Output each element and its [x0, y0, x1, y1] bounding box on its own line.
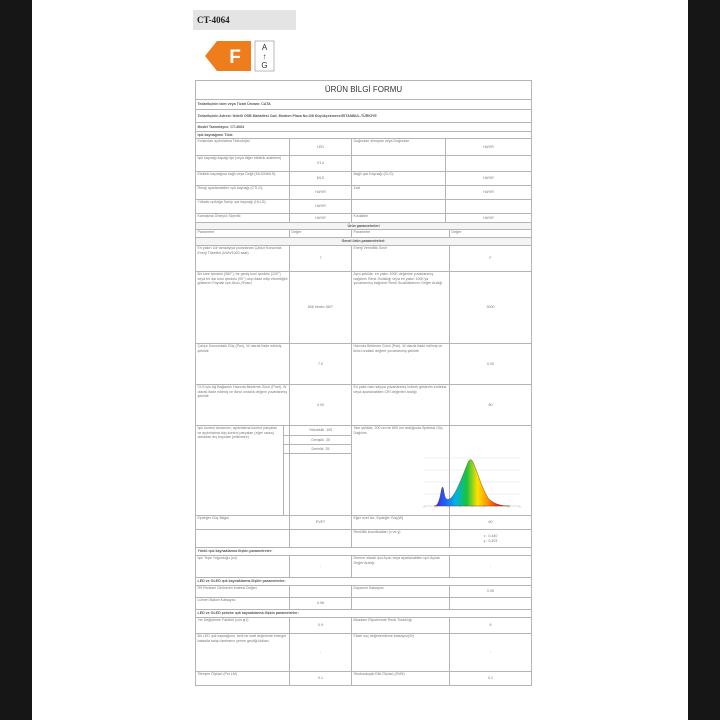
energy-class-label — [205, 40, 275, 77]
row-label: CLS için Ağ Bağlantılı Hazırda Bekleme Gücü (Pnet), W olarak ifade edilmiş ve ikinci ondalık değere yuvarlanmış şekilde — [196, 385, 290, 426]
row-label: Çalışır Konumdaki Güç (Pon), W olarak ifade edilmiş şekilde — [196, 344, 290, 385]
dimension-value: 35 — [325, 446, 330, 451]
row-value: 806 lümen 360° — [290, 272, 352, 344]
row-label — [196, 530, 290, 548]
row-value: 60 — [450, 516, 532, 530]
table-row — [196, 156, 532, 172]
form-title: ÜRÜN BİLGİ FORMU — [196, 81, 532, 100]
row-label: Eğer evet ise, Eşdeğer Güç(W) — [352, 516, 450, 530]
row-value: - — [450, 634, 532, 672]
row-label: Dayanım Katsayısı — [352, 586, 450, 598]
section-mains-led: LED ve OLED şebeke ışık kaynaklarına ilişkin parametreler: — [196, 610, 532, 618]
table-row — [196, 672, 532, 686]
header-parameter: Parametre — [352, 230, 450, 238]
row-label: Flash suç değerlendirme katsayısı(W) — [352, 634, 450, 672]
row-value: HAYIR — [446, 214, 532, 223]
dimension-name: Genişlik — [311, 437, 324, 442]
row-value: - — [290, 556, 352, 578]
row-value: MLS — [290, 172, 352, 186]
row-label: Yüksek ışıltılığa Sahip ışık kaynağı (HLLS): — [196, 200, 290, 214]
row-value: 80 — [450, 385, 532, 426]
table-row — [196, 634, 532, 672]
row-label: Hazırda Bekleme Gücü (Psb), W olarak ifade edilmiş ve ikinci ondalık değere yuvarlanmış şekilde — [352, 344, 450, 385]
energy-class-letter: F — [229, 47, 241, 68]
dimension-value-cell — [290, 445, 352, 454]
row-value — [446, 156, 532, 172]
row-label: Eşdeğer Güç Bilgisi — [196, 516, 290, 530]
row-value: 0.00 — [450, 344, 532, 385]
row-label: Kullanılan aydınlatma Teknolojisi: — [196, 139, 290, 156]
table-row — [196, 385, 532, 426]
row-value: 0.1 — [450, 672, 532, 686]
energy-scale-arrow: ↑ — [262, 52, 267, 61]
header-parameter: Parametre — [196, 230, 290, 238]
row-value — [290, 530, 352, 548]
spd-axis-ticks — [424, 506, 520, 508]
table-row — [196, 586, 532, 598]
table-row — [196, 246, 532, 272]
row-value: - — [450, 556, 532, 578]
model-code-label: CT-4064 — [193, 10, 296, 30]
row-label: Renklilik koordinatları (x ve y) — [352, 530, 450, 548]
row-label: Elektrik kaynağına bağlı veya Değil (MLS/NMLS): — [196, 172, 290, 186]
row-value: HAYIR — [290, 214, 352, 223]
row-label: Titreşim Ölçüsü (Pst LM) — [196, 672, 290, 686]
dimensions-label: Işık kontrol donanımı, aydınlatma kontrol parçaları ve aydınlatma dışı kontrol parçaları (eğer varsa) olmadan dış boyutlar (milimetre) — [196, 426, 284, 516]
row-label: Bir küre içindeki (360°), bir geniş koni içindeki (120°) veya bir dar koni içindeki (90°) olup ifade edip etmediğini gösteren Faydalı Işık Akısı (Φuse) — [196, 272, 290, 344]
row-value: 6 — [450, 618, 532, 634]
chromaticity-x: x : 0,440 — [483, 533, 498, 538]
table-row — [196, 200, 532, 214]
row-label: Işık kaynağı kapağı tipi (veya diğer elektrik arabirimi) — [196, 156, 290, 172]
spectral-distribution-label: Tam şekilde, 200 nm ile 800 nm aralığında Spektral Güç Dağılımı — [352, 426, 450, 516]
dimension-name: Derinlik — [311, 446, 324, 451]
row-value: 0.00 — [290, 385, 352, 426]
row-value: 0.95 — [450, 586, 532, 598]
row-label: Kısılabilir — [352, 214, 446, 223]
row-label — [352, 598, 450, 610]
row-label: Bağlı ışık Kaynağı (CLS): — [352, 172, 446, 186]
row-label: Aynı şekilde, en yakın 100K değerine yuvarlanmış bağılımlı Renk Sıcaklığı veya en yakın 100K'ya yuvarlanmış bağılımlı Renk Sıcaklıklarının Değer Aralığı — [352, 272, 450, 344]
row-value: 0.9 — [290, 618, 352, 634]
dimension-value: 35 — [325, 437, 330, 442]
dimension-value-cell — [290, 436, 352, 445]
row-value: EVET — [290, 516, 352, 530]
energy-scale-bottom: G — [261, 61, 268, 70]
row-label: Enerji Verimlilik Sınıfı — [352, 246, 450, 272]
row-label: En yakın tam sayıya yuvarlanmış Indirek gösterim endeksi, veya ayarlanabilen CRI değerleri aralığı — [352, 385, 450, 426]
row-label: Yer Değiştirme Faktörü (cos φ1) — [196, 618, 290, 634]
row-value: 7.0 — [290, 344, 352, 385]
spectral-power-distribution-chart — [420, 454, 524, 521]
row-value — [446, 200, 532, 214]
dimension-value-cell — [290, 426, 352, 436]
row-value: HAYIR — [446, 172, 532, 186]
row-value: E14 — [290, 156, 352, 172]
spd-curve — [434, 460, 510, 506]
energy-scale-top: A — [261, 43, 268, 52]
row-value — [450, 530, 532, 548]
table-row — [196, 618, 532, 634]
left-black-border — [0, 0, 32, 720]
row-value: 3000 — [450, 272, 532, 344]
row-value: HAYIR — [290, 200, 352, 214]
row-label: Işık Tepe Yoğunluğu (cd) — [196, 556, 290, 578]
table-row — [196, 186, 532, 200]
supplier-name: Tedarikçinin isim veya Ticari Ünvanı: CATA — [196, 100, 532, 110]
row-value — [290, 586, 352, 598]
header-value: Değer — [450, 230, 532, 238]
section-directional: Yönlü ışık kaynaklarına ilişkin parametreler: — [196, 548, 532, 556]
row-label — [352, 156, 446, 172]
row-label: Derece olarak ışın Açısı veya ayarlanabilen ışın Açıları Değer Aralığı — [352, 556, 450, 578]
row-value: HAYIR — [290, 186, 352, 200]
row-label: Kamaşma Önleyici Siperlik: — [196, 214, 290, 223]
dimension-name: Yükseklik — [308, 428, 325, 433]
row-label: Doğrudan olmayan veya Doğrudan — [352, 139, 446, 156]
row-label — [352, 200, 446, 214]
header-value: Değer — [290, 230, 352, 238]
row-value: HAYIR — [446, 186, 532, 200]
section-led-oled: LED ve OLED ışık kaynaklarına ilişkin parametreler: — [196, 578, 532, 586]
table-row — [196, 272, 532, 344]
row-label: Zarf — [352, 186, 446, 200]
section-product-parameters: Ürün parametreleri — [196, 223, 532, 230]
table-row — [196, 344, 532, 385]
chromaticity-y: y : 0,403 — [483, 538, 498, 543]
parameter-header-row — [196, 230, 532, 238]
table-row — [196, 172, 532, 186]
table-row — [196, 530, 532, 548]
model-identifier: Model Tanımlayıcı: CT-4064 — [196, 123, 532, 132]
row-value: HAYIR — [446, 139, 532, 156]
row-value: 0.1 — [290, 672, 352, 686]
supplier-address: Tedarikçinin Adresi: Ikitelli OSB Mahallesi Cad. Modern Plaza No:3/8 Küçükçekmece/İSTANBUL-TÜRKİYE — [196, 110, 532, 123]
dimension-row-height — [196, 426, 532, 436]
energy-arrow-icon — [205, 41, 251, 71]
row-value: F — [450, 246, 532, 272]
right-black-border — [688, 0, 720, 720]
row-value: LED — [290, 139, 352, 156]
row-label: Bir LED ışık kaynağının, belli bir watt değerinde entegre balastla sahip lambanın yerine geçtiği iddiası — [196, 634, 290, 672]
dimension-value: 105 — [326, 428, 333, 433]
row-label: Rengi ayarlanabilen ışık kaynağı (CTLS): — [196, 186, 290, 200]
row-value — [450, 598, 532, 610]
table-row — [196, 139, 532, 156]
table-row — [196, 214, 532, 223]
row-value: - — [290, 634, 352, 672]
row-value: 7 — [290, 246, 352, 272]
row-label: Lümen Bakım Katsayısı — [196, 598, 290, 610]
row-label: Mcadam Elipslerinde Renk Tutarlılığı — [352, 618, 450, 634]
product-information-form — [195, 80, 532, 686]
section-general-parameters: Genel ürün parametreleri: — [196, 238, 532, 246]
dimension-spacer — [290, 454, 352, 516]
row-label: Stroboskopik Etki Ölçüsü (SVM) — [352, 672, 450, 686]
row-value: 0.96 — [290, 598, 352, 610]
row-label: En yakın 1dr tamsayıya yuvarlanan Çalışır Konumda Enerji Tüketimi (kWh/1000 saat) — [196, 246, 290, 272]
row-label: R9 Renksel Geriverim İndeksi Değeri — [196, 586, 290, 598]
table-row — [196, 556, 532, 578]
table-row — [196, 598, 532, 610]
section-light-source-type: Işık kaynağının Türü: — [196, 132, 532, 139]
